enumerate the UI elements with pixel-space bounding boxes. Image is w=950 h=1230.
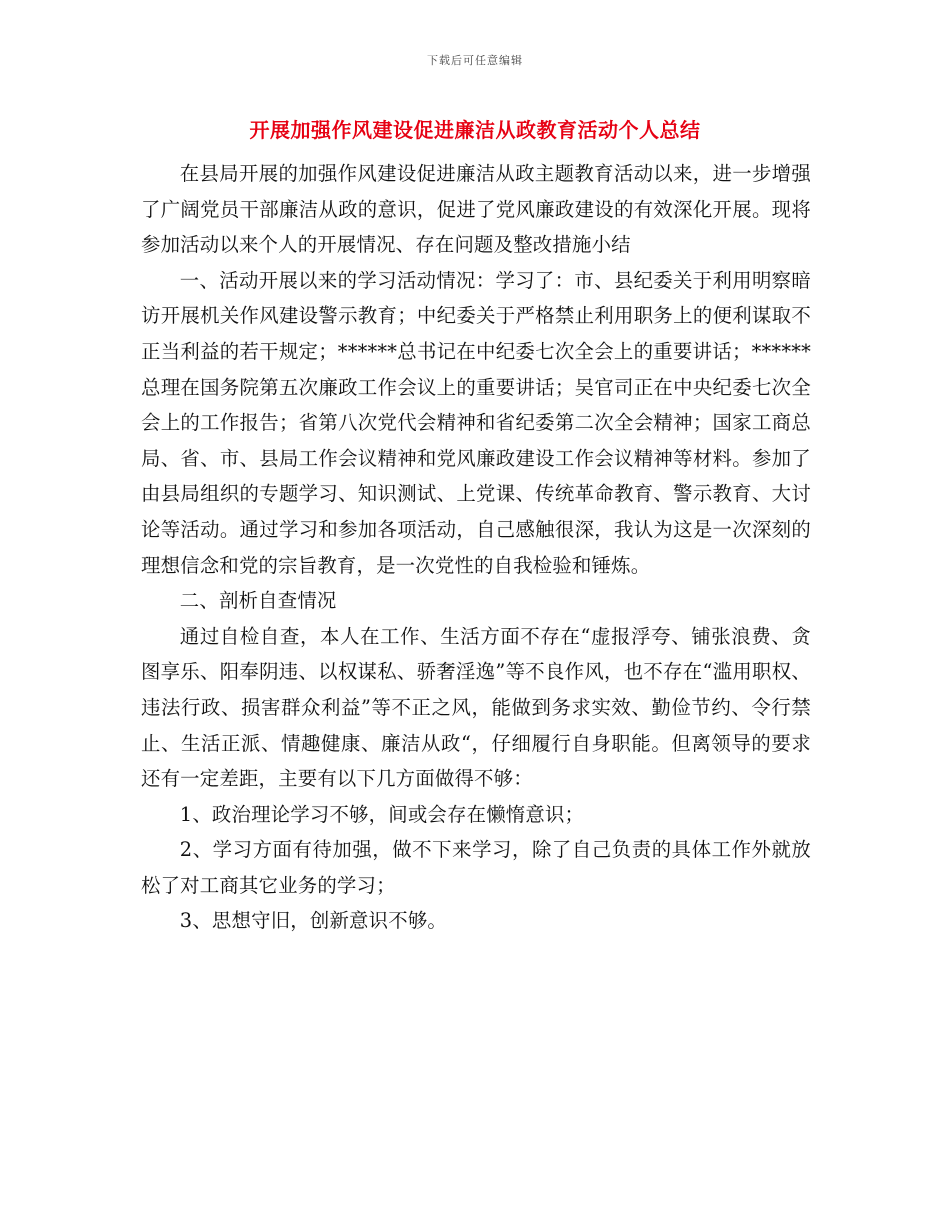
document-title: 开展加强作风建设促进廉洁从政教育活动个人总结 <box>249 118 701 142</box>
list-item-2: 2、学习方面有待加强，做不下来学习，除了自己负责的具体工作外就放松了对工商其它业务的学习； <box>141 838 811 897</box>
paragraph-section-1: 一、活动开展以来的学习活动情况：学习了：市、县纪委关于利用明察暗访开展机关作风建设警示教育；中纪委关于严格禁止利用职务上的便利谋取不正当利益的若干规定；******总书记在中纪委七次全会上的重要讲话；******总理在国务院第五次廉政工作会议上的重要讲话；吴官司正在中央纪委七次全会上的工作报告；省第八次党代会精神和省纪委第二次全会精神；国家工商总局、省、市、县局工作会议精神和党风廉政建设工作会议精神等材料。参加了由县局组织的专题学习、知识测试、上党课、传统革命教育、警示教育、大讨论等活动。通过学习和参加各项活动，自己感触很深，我认为这是一次深刻的理想信念和党的宗旨教育，是一次党性的自我检验和锤炼。 <box>141 268 811 577</box>
page-header: 下载后可任意编辑 <box>427 54 523 67</box>
list-item-1: 1、政治理论学习不够，间或会存在懒惰意识； <box>179 802 585 826</box>
document-body <box>141 156 811 939</box>
section-heading-2: 二、剖析自查情况 <box>179 589 337 613</box>
paragraph-intro: 在县局开展的加强作风建设促进廉洁从政主题教育活动以来，进一步增强了广阔党员干部廉洁从政的意识，促进了党风廉政建设的有效深化开展。现将参加活动以来个人的开展情况、存在问题及整改措施小结 <box>141 162 811 257</box>
paragraph-self-check: 通过自检自查，本人在工作、生活方面不存在“虚报浮夸、铺张浪费、贪图享乐、阳奉阴违、以权谋私、骄奢淫逸”等不良作风，也不存在“滥用职权、违法行政、损害群众利益”等不正之风，能做到务求实效、勤俭节约、令行禁止、生活正派、情趣健康、廉洁从政“，仔细履行自身职能。但离领导的要求还有一定差距，主要有以下几方面做得不够： <box>141 624 811 791</box>
list-item-3: 3、思想守旧，创新意识不够。 <box>179 909 448 933</box>
